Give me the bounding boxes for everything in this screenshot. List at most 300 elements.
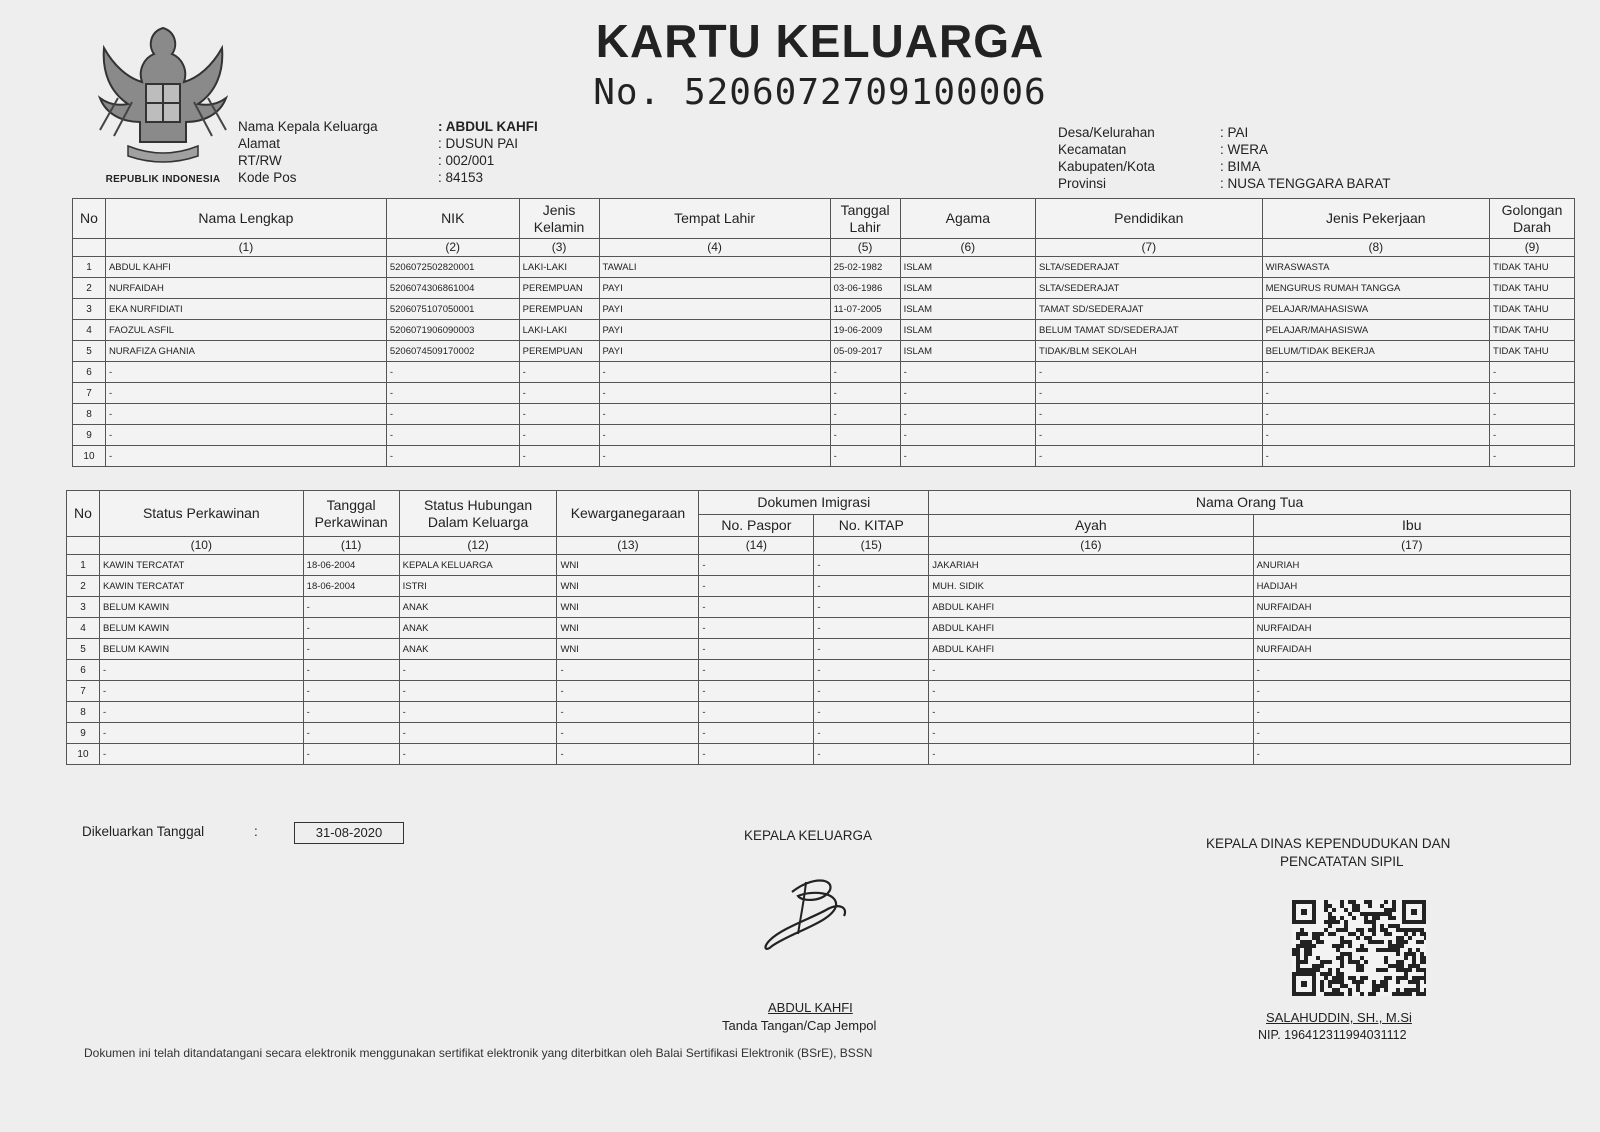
table-cell: - [303, 639, 399, 660]
table-cell: - [1262, 383, 1489, 404]
table-cell: - [303, 618, 399, 639]
table-cell: - [386, 383, 519, 404]
qr-module [1404, 968, 1408, 972]
qr-module [1364, 936, 1368, 940]
table-cell: ISLAM [900, 299, 1035, 320]
qr-module [1316, 964, 1320, 968]
table-cell: 5206071906090003 [386, 320, 519, 341]
qr-module [1416, 988, 1420, 992]
head-of-family-label: KEPALA KELUARGA [744, 828, 873, 843]
table-cell: 6 [73, 362, 106, 383]
qr-module [1416, 980, 1420, 984]
table-cell: - [303, 681, 399, 702]
table-cell: 5 [67, 639, 100, 660]
qr-code [1292, 900, 1426, 996]
qr-module [1324, 960, 1328, 964]
qr-module [1320, 940, 1324, 944]
qr-module [1328, 932, 1332, 936]
qr-module [1296, 952, 1300, 956]
table-cell: - [900, 362, 1035, 383]
table-cell: ABDUL KAHFI [929, 618, 1253, 639]
qr-module [1376, 984, 1380, 988]
qr-module [1360, 976, 1364, 980]
qr-module [1348, 952, 1352, 956]
qr-module [1356, 928, 1360, 932]
table-cell: - [386, 446, 519, 467]
qr-module [1380, 928, 1384, 932]
qr-module [1376, 916, 1380, 920]
qr-module [1396, 936, 1400, 940]
qr-module [1412, 976, 1416, 980]
status-row [67, 639, 1571, 660]
table-cell: TIDAK TAHU [1490, 341, 1575, 362]
table-cell: ISLAM [900, 320, 1035, 341]
qr-module [1388, 908, 1392, 912]
header-pendidikan: Pendidikan [1036, 199, 1263, 239]
qr-module [1328, 968, 1332, 972]
header-dokumen-imigrasi: Dokumen Imigrasi [699, 491, 929, 515]
header-nama: Nama Lengkap [105, 199, 386, 239]
qr-module [1292, 952, 1296, 956]
table-cell: MENGURUS RUMAH TANGGA [1262, 278, 1489, 299]
qr-module [1408, 980, 1412, 984]
issued-label: Dikeluarkan Tanggal [82, 824, 205, 839]
table-cell: TIDAK/BLM SEKOLAH [1036, 341, 1263, 362]
table-cell: EKA NURFIDIATI [105, 299, 386, 320]
qr-module [1400, 936, 1404, 940]
qr-module [1344, 920, 1348, 924]
table-cell: - [699, 597, 814, 618]
qr-module [1416, 968, 1420, 972]
qr-module [1392, 908, 1396, 912]
qr-module [1312, 944, 1316, 948]
qr-module [1400, 992, 1404, 996]
member-row [73, 425, 1575, 446]
qr-module [1356, 984, 1360, 988]
qr-module [1300, 940, 1304, 944]
table-cell: ANAK [399, 618, 557, 639]
table-cell: BELUM KAWIN [99, 618, 303, 639]
qr-module [1396, 944, 1400, 948]
table-cell: WNI [557, 618, 699, 639]
table-cell: - [105, 404, 386, 425]
qr-module [1356, 904, 1360, 908]
qr-module [1384, 900, 1388, 904]
office-label-1: KEPALA DINAS KEPENDUDUKAN DAN [1206, 836, 1451, 851]
official-nip: NIP. 196412311994031112 [1258, 1028, 1407, 1042]
qr-module [1396, 940, 1400, 944]
qr-module [1332, 920, 1336, 924]
qr-module [1416, 964, 1420, 968]
qr-module [1404, 928, 1408, 932]
table-cell: - [105, 362, 386, 383]
table-cell: - [929, 723, 1253, 744]
table-cell: TAMAT SD/SEDERAJAT [1036, 299, 1263, 320]
table-cell: 5206072502820001 [386, 257, 519, 278]
table-cell: - [1262, 446, 1489, 467]
qr-module [1396, 924, 1400, 928]
table-cell: 6 [67, 660, 100, 681]
qr-module [1300, 944, 1304, 948]
table-cell: - [99, 702, 303, 723]
qr-module [1320, 988, 1324, 992]
qr-module [1400, 928, 1404, 932]
qr-module [1412, 960, 1416, 964]
qr-module [1384, 976, 1388, 980]
qr-module [1336, 956, 1340, 960]
qr-module [1336, 920, 1340, 924]
table-cell: - [557, 681, 699, 702]
qr-module [1356, 968, 1360, 972]
qr-module [1408, 988, 1412, 992]
table-cell: - [830, 362, 900, 383]
signature-mark [752, 872, 862, 958]
table-cell: - [900, 383, 1035, 404]
table-cell: - [303, 702, 399, 723]
table-cell: - [900, 446, 1035, 467]
qr-module [1340, 984, 1344, 988]
qr-module [1360, 912, 1364, 916]
qr-module [1328, 920, 1332, 924]
table-cell: 2 [67, 576, 100, 597]
table-cell: WNI [557, 576, 699, 597]
table-cell: 2 [73, 278, 106, 299]
qr-module [1420, 968, 1424, 972]
table-cell: NURFAIDAH [1253, 639, 1570, 660]
header-no-kitap: No. KITAP [814, 515, 929, 537]
qr-module [1396, 960, 1400, 964]
qr-module [1336, 988, 1340, 992]
qr-module [1304, 952, 1308, 956]
header-status-hubungan: Status Hubungan Dalam Keluarga [399, 491, 557, 537]
status-row [67, 660, 1571, 681]
table-cell: ISLAM [900, 278, 1035, 299]
qr-module [1396, 976, 1400, 980]
table-cell: KAWIN TERCATAT [99, 576, 303, 597]
table-cell: - [557, 744, 699, 765]
table-cell: - [699, 576, 814, 597]
qr-module [1336, 944, 1340, 948]
table-cell: - [386, 362, 519, 383]
table-cell: - [830, 383, 900, 404]
qr-module [1380, 912, 1384, 916]
qr-module [1328, 904, 1332, 908]
qr-module [1356, 908, 1360, 912]
qr-module [1416, 928, 1420, 932]
qr-module [1380, 948, 1384, 952]
qr-module [1420, 928, 1424, 932]
member-row [73, 320, 1575, 341]
qr-module [1376, 968, 1380, 972]
table-cell: - [814, 639, 929, 660]
table-cell: - [1253, 744, 1570, 765]
qr-module [1392, 944, 1396, 948]
qr-module [1380, 940, 1384, 944]
qr-module [1340, 928, 1344, 932]
qr-module [1408, 948, 1412, 952]
table-cell: PAYI [599, 278, 830, 299]
header-ayah: Ayah [929, 515, 1253, 537]
head-of-family-name: ABDUL KAHFI [768, 1000, 853, 1015]
status-row [67, 597, 1571, 618]
qr-module [1372, 932, 1376, 936]
qr-module [1424, 960, 1426, 964]
table-cell: - [599, 383, 830, 404]
table-cell: 9 [67, 723, 100, 744]
qr-module [1296, 964, 1300, 968]
table-cell: NURFAIDAH [1253, 618, 1570, 639]
qr-module [1388, 944, 1392, 948]
table-cell: - [1262, 425, 1489, 446]
qr-module [1364, 976, 1368, 980]
qr-module [1308, 952, 1312, 956]
qr-module [1360, 980, 1364, 984]
header-nik: NIK [386, 199, 519, 239]
table-cell: - [1036, 383, 1263, 404]
qr-module [1408, 992, 1412, 996]
table-cell: - [814, 723, 929, 744]
qr-module [1396, 968, 1400, 972]
qr-module [1400, 968, 1404, 972]
header-tanggal-lahir: Tanggal Lahir [830, 199, 900, 239]
qr-module [1356, 960, 1360, 964]
table-cell: ANURIAH [1253, 555, 1570, 576]
qr-module [1336, 928, 1340, 932]
qr-module [1416, 984, 1420, 988]
household-info [238, 118, 538, 186]
qr-module [1336, 976, 1340, 980]
table-cell: 18-06-2004 [303, 576, 399, 597]
table-cell: TAWALI [599, 257, 830, 278]
table-cell: PAYI [599, 341, 830, 362]
table-cell: PAYI [599, 320, 830, 341]
table-cell: - [557, 702, 699, 723]
qr-module [1332, 944, 1336, 948]
household-field: Kode Pos : 84153 [238, 170, 484, 185]
qr-module [1380, 980, 1384, 984]
table-cell: - [1036, 362, 1263, 383]
table-cell: TIDAK TAHU [1490, 257, 1575, 278]
qr-module [1412, 952, 1416, 956]
table-cell: - [699, 681, 814, 702]
table-cell: - [1036, 404, 1263, 425]
qr-module [1340, 960, 1344, 964]
qr-module [1352, 908, 1356, 912]
qr-module [1352, 904, 1356, 908]
qr-module [1328, 992, 1332, 996]
table-cell: - [105, 425, 386, 446]
qr-module [1416, 976, 1420, 980]
qr-module [1424, 988, 1426, 992]
status-table [66, 490, 1571, 765]
qr-module [1348, 960, 1352, 964]
table-cell: LAKI-LAKI [519, 257, 599, 278]
table-cell: - [1036, 425, 1263, 446]
qr-module [1376, 940, 1380, 944]
head-of-family-caption: Tanda Tangan/Cap Jempol [722, 1018, 877, 1033]
table-cell: NURAFIZA GHANIA [105, 341, 386, 362]
qr-module [1348, 976, 1352, 980]
table-cell: - [699, 618, 814, 639]
table-cell: FAOZUL ASFIL [105, 320, 386, 341]
qr-module [1340, 944, 1344, 948]
qr-module [1372, 916, 1376, 920]
table-cell: - [1490, 383, 1575, 404]
qr-module [1424, 956, 1426, 960]
table-cell: - [519, 404, 599, 425]
qr-module [1400, 976, 1404, 980]
table-cell: - [399, 702, 557, 723]
table-cell: 25-02-1982 [830, 257, 900, 278]
electronic-signature-note: Dokumen ini telah ditandatangani secara elektronik menggunakan sertifikat elektronik yang diterbitkan oleh Balai Sertifikasi Elektronik (BSrE), BSSN [84, 1046, 873, 1060]
qr-module [1392, 924, 1396, 928]
qr-module [1360, 992, 1364, 996]
table-cell: 5206074306861004 [386, 278, 519, 299]
qr-module [1304, 968, 1308, 972]
qr-module [1384, 988, 1388, 992]
table-cell: - [599, 362, 830, 383]
qr-module [1364, 916, 1368, 920]
header-tempat-lahir: Tempat Lahir [599, 199, 830, 239]
qr-module [1324, 928, 1328, 932]
qr-module [1372, 984, 1376, 988]
table-cell: - [303, 744, 399, 765]
qr-module [1372, 940, 1376, 944]
table-cell: - [1036, 446, 1263, 467]
qr-module [1404, 956, 1408, 960]
qr-module [1316, 932, 1320, 936]
qr-module [1356, 980, 1360, 984]
qr-module [1312, 932, 1316, 936]
qr-module [1352, 960, 1356, 964]
qr-module [1400, 944, 1404, 948]
qr-module [1400, 964, 1404, 968]
table-cell: PEREMPUAN [519, 341, 599, 362]
qr-module [1340, 952, 1344, 956]
table-cell: 8 [73, 404, 106, 425]
garuda-emblem [88, 18, 238, 186]
qr-module [1356, 964, 1360, 968]
qr-module [1348, 940, 1352, 944]
region-field: Kecamatan : WERA [1058, 142, 1269, 157]
table-cell: - [386, 425, 519, 446]
qr-module [1416, 940, 1420, 944]
qr-module [1392, 964, 1396, 968]
qr-module [1388, 932, 1392, 936]
table-cell: - [399, 681, 557, 702]
table-cell: BELUM TAMAT SD/SEDERAJAT [1036, 320, 1263, 341]
qr-module [1324, 976, 1328, 980]
qr-module [1368, 928, 1372, 932]
qr-module [1332, 916, 1336, 920]
qr-module [1352, 900, 1356, 904]
qr-module [1408, 968, 1412, 972]
qr-module [1324, 904, 1328, 908]
table-cell: KAWIN TERCATAT [99, 555, 303, 576]
members-number-row: (1) (2) (3) (4) (5) (6) (7) (8) (9) [73, 239, 1575, 257]
garuda-emblem-icon [88, 18, 238, 168]
qr-module [1380, 984, 1384, 988]
qr-module [1404, 988, 1408, 992]
table-cell: NURFAIDAH [1253, 597, 1570, 618]
table-cell: NURFAIDAH [105, 278, 386, 299]
table-cell: SLTA/SEDERAJAT [1036, 278, 1263, 299]
header-pekerjaan: Jenis Pekerjaan [1262, 199, 1489, 239]
qr-module [1384, 948, 1388, 952]
table-cell: - [699, 744, 814, 765]
qr-module [1400, 960, 1404, 964]
qr-module [1344, 928, 1348, 932]
qr-module [1384, 960, 1388, 964]
qr-module [1412, 956, 1416, 960]
household-field: Alamat : DUSUN PAI [238, 136, 519, 151]
table-cell: 4 [67, 618, 100, 639]
qr-module [1404, 976, 1408, 980]
qr-module [1408, 952, 1412, 956]
qr-module [1364, 920, 1368, 924]
qr-module [1348, 944, 1352, 948]
qr-module [1416, 948, 1420, 952]
qr-module [1368, 920, 1372, 924]
qr-module [1328, 960, 1332, 964]
qr-module [1348, 988, 1352, 992]
qr-module [1424, 932, 1426, 936]
table-cell: - [1253, 702, 1570, 723]
table-cell: - [557, 660, 699, 681]
table-cell: - [303, 597, 399, 618]
table-cell: 4 [73, 320, 106, 341]
header-no-paspor: No. Paspor [699, 515, 814, 537]
table-cell: - [303, 723, 399, 744]
table-cell: TIDAK TAHU [1490, 278, 1575, 299]
table-cell: - [814, 744, 929, 765]
qr-module [1364, 948, 1368, 952]
qr-module [1332, 932, 1336, 936]
qr-module [1424, 992, 1426, 996]
qr-module [1392, 916, 1396, 920]
qr-module [1336, 992, 1340, 996]
qr-module [1392, 900, 1396, 904]
qr-module [1352, 976, 1356, 980]
household-field: RT/RW : 002/001 [238, 153, 495, 168]
table-cell: 7 [73, 383, 106, 404]
qr-module [1392, 948, 1396, 952]
qr-module [1408, 936, 1412, 940]
qr-module [1316, 940, 1320, 944]
members-table [72, 198, 1575, 467]
qr-module [1340, 936, 1344, 940]
qr-module [1344, 908, 1348, 912]
region-field: Provinsi : NUSA TENGGARA BARAT [1058, 176, 1391, 191]
qr-module [1424, 976, 1426, 980]
qr-module [1332, 992, 1336, 996]
qr-module [1324, 900, 1328, 904]
table-cell: 05-09-2017 [830, 341, 900, 362]
qr-module [1360, 932, 1364, 936]
qr-module [1392, 992, 1396, 996]
table-cell: - [699, 702, 814, 723]
table-cell: - [1490, 404, 1575, 425]
qr-module [1328, 980, 1332, 984]
qr-module [1364, 912, 1368, 916]
qr-module [1332, 980, 1336, 984]
qr-module [1296, 932, 1300, 936]
qr-module [1380, 968, 1384, 972]
qr-module [1296, 956, 1300, 960]
status-row [67, 744, 1571, 765]
qr-module [1332, 976, 1336, 980]
qr-module [1332, 988, 1336, 992]
